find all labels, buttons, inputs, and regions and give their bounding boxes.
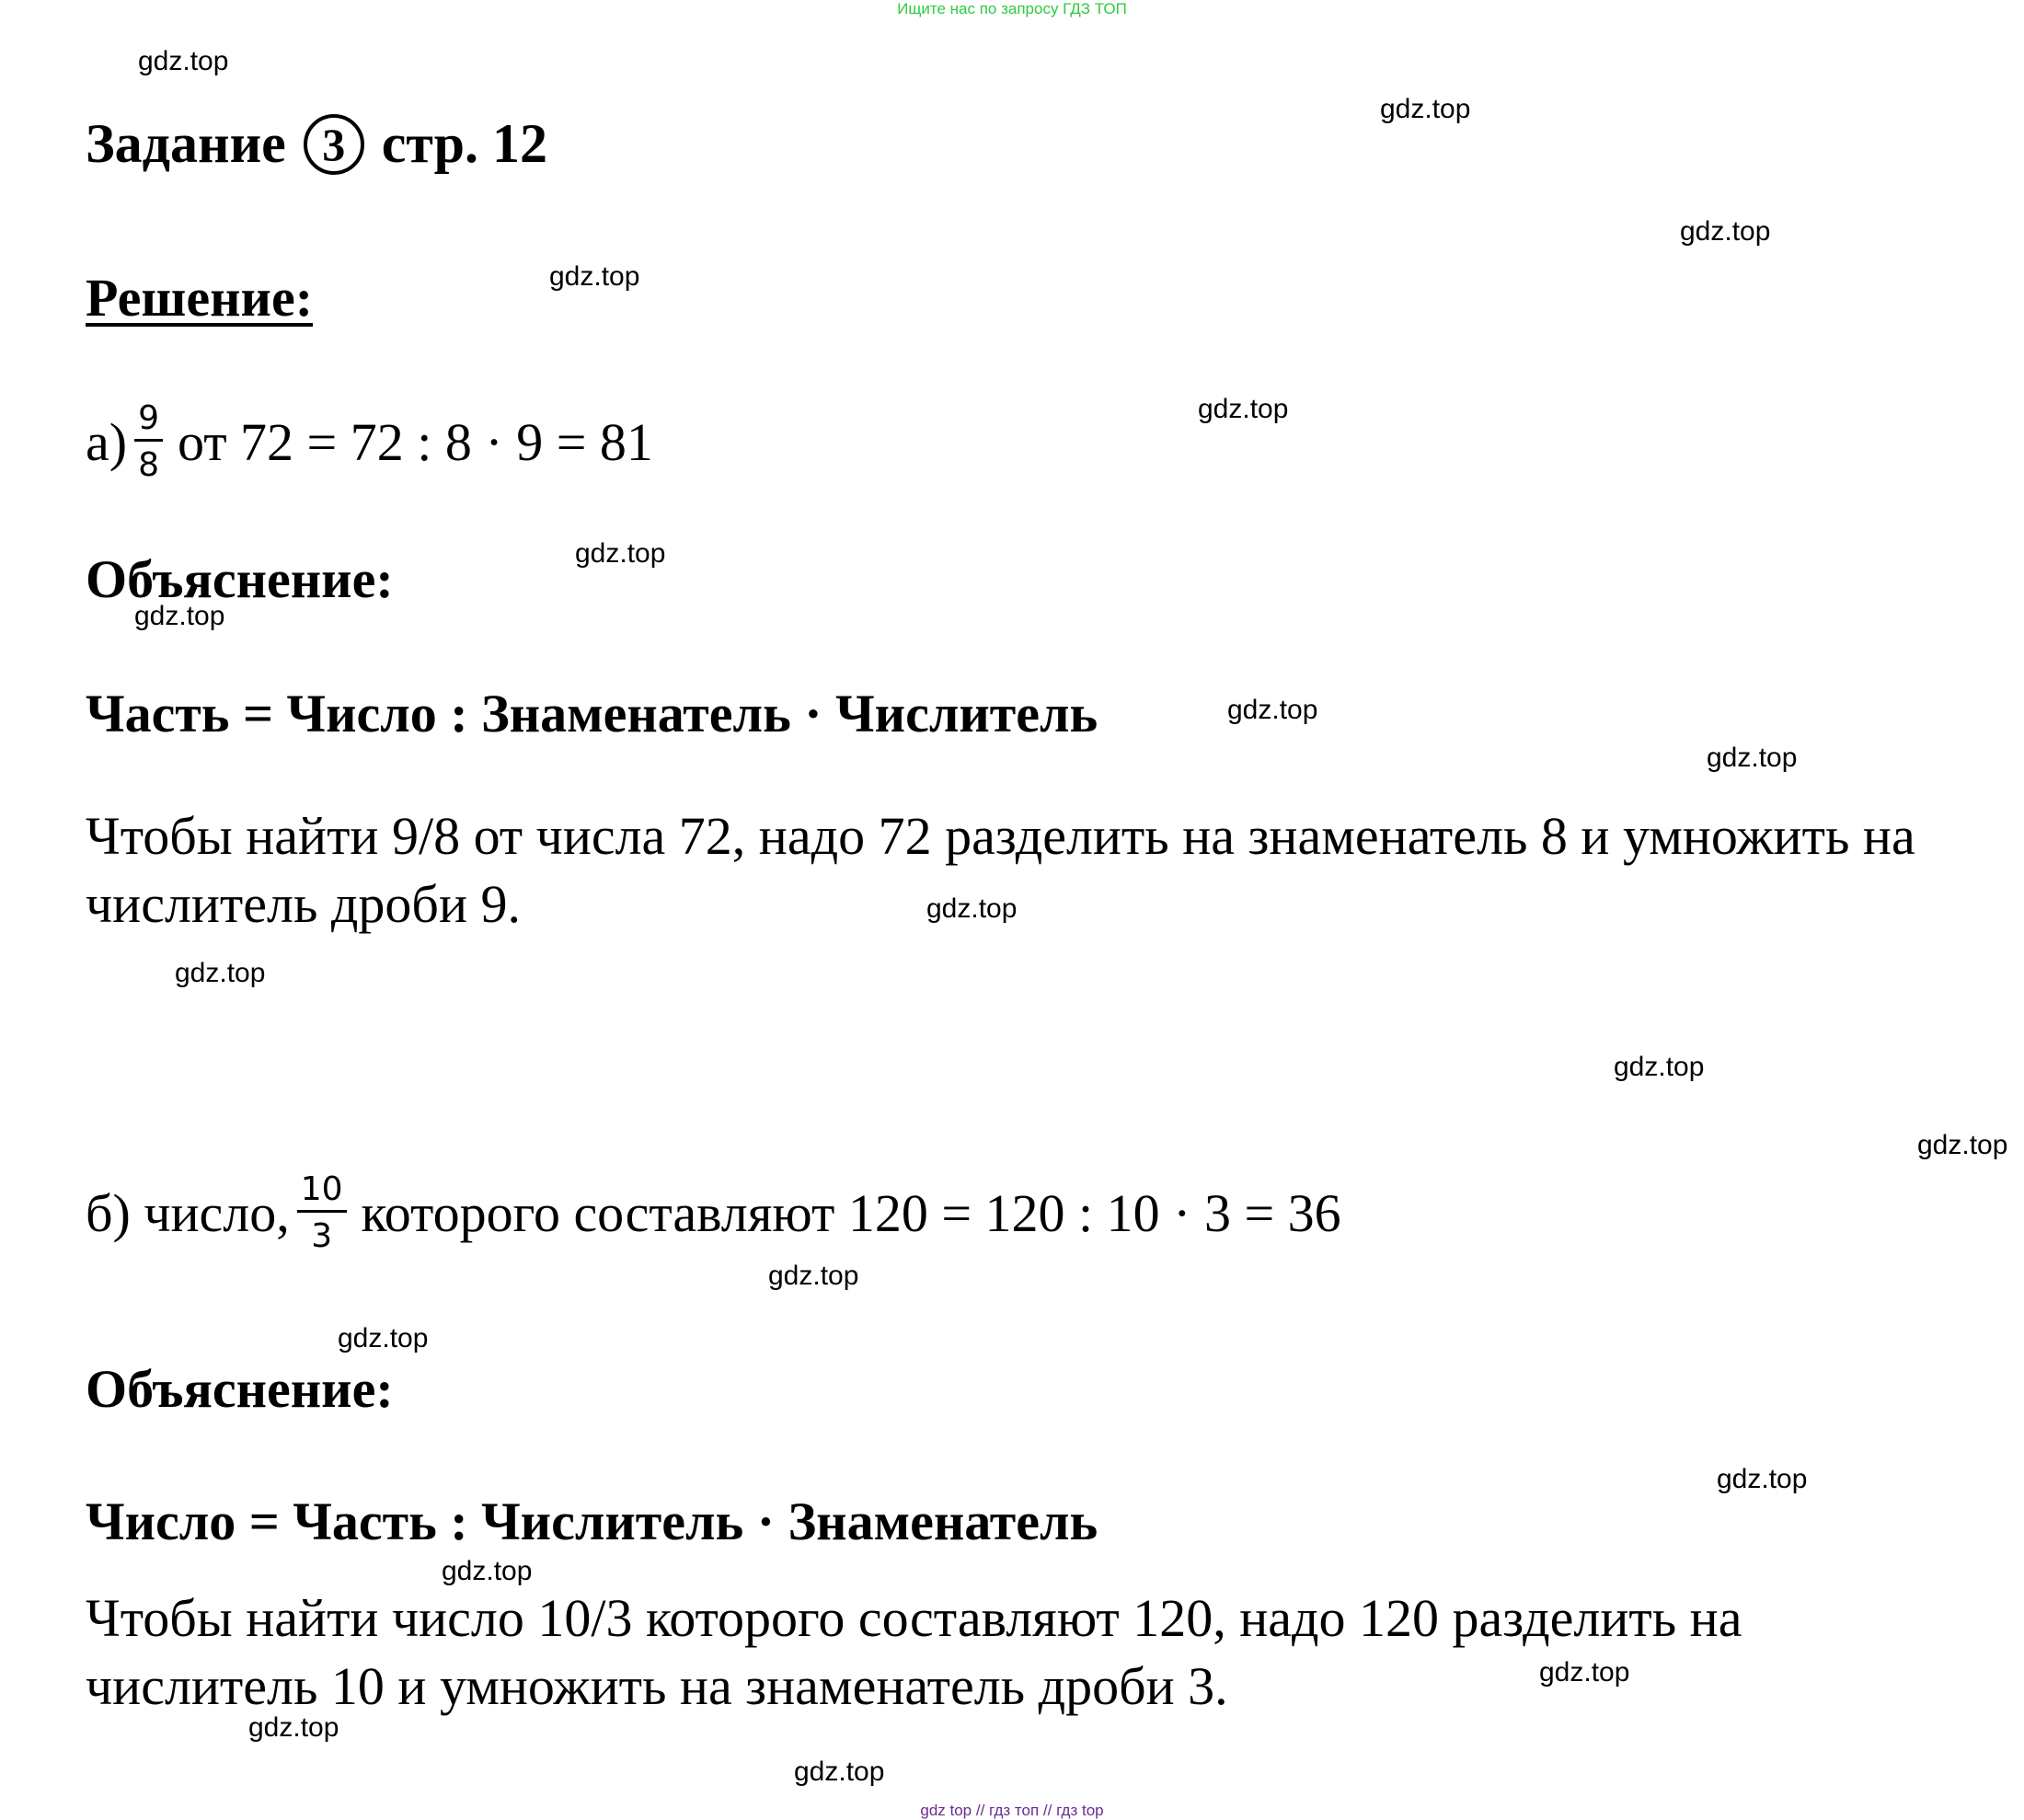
footer-links bbox=[0, 1802, 2024, 1820]
task-page: стр. 12 bbox=[381, 113, 548, 174]
watermark: gdz.top bbox=[138, 46, 229, 76]
watermark: gdz.top bbox=[1707, 743, 1798, 773]
part-b-rule: Число = Часть : Числитель · Знаменатель bbox=[86, 1492, 1098, 1551]
part-b-explanation-heading: Объяснение: bbox=[86, 1359, 394, 1419]
watermark: gdz.top bbox=[794, 1757, 885, 1787]
watermark: gdz.top bbox=[134, 601, 225, 631]
task-prefix: Задание bbox=[86, 113, 286, 174]
watermark: gdz.top bbox=[1614, 1052, 1705, 1082]
task-title bbox=[86, 112, 547, 179]
part-a-rule: Часть = Число : Знаменатель · Числитель bbox=[86, 684, 1098, 743]
part-a-fraction-denominator: 8 bbox=[138, 445, 159, 484]
watermark: gdz.top bbox=[248, 1712, 339, 1743]
part-a-explanation-heading: Объяснение: bbox=[86, 549, 394, 609]
watermark: gdz.top bbox=[575, 538, 666, 569]
part-a-label: а) bbox=[86, 411, 128, 472]
part-b-text-line-1: Чтобы найти число 10/3 которого составляют 120, надо 120 разделить на bbox=[86, 1588, 1742, 1648]
footer-link[interactable]: гдз top bbox=[1056, 1802, 1104, 1819]
part-b-label: б) число, bbox=[86, 1182, 290, 1243]
part-a-fraction-numerator: 9 bbox=[138, 398, 159, 437]
part-a-text-line-2: числитель дроби 9. bbox=[86, 874, 521, 934]
task-number-badge: 3 bbox=[304, 114, 364, 175]
watermark: gdz.top bbox=[1198, 394, 1289, 424]
watermark: gdz.top bbox=[1717, 1464, 1808, 1494]
part-a-fraction bbox=[134, 398, 163, 484]
watermark: gdz.top bbox=[442, 1556, 533, 1586]
watermark: gdz.top bbox=[1917, 1130, 2008, 1160]
footer-separator: // bbox=[975, 1802, 985, 1819]
part-b-formula bbox=[86, 1167, 1341, 1259]
watermark: gdz.top bbox=[1227, 695, 1318, 725]
watermark: gdz.top bbox=[1380, 94, 1471, 124]
watermark: gdz.top bbox=[768, 1261, 859, 1291]
part-a-text-line-1: Чтобы найти 9/8 от числа 72, надо 72 разделить на знаменатель 8 и умножить на bbox=[86, 806, 1915, 866]
part-b-text-line-2: числитель 10 и умножить на знаменатель дроби 3. bbox=[86, 1656, 1228, 1716]
part-b-fraction-numerator: 10 bbox=[300, 1169, 343, 1208]
part-a-expression: от 72 = 72 : 8 · 9 = 81 bbox=[177, 411, 653, 472]
part-b-fraction bbox=[297, 1169, 347, 1255]
part-b-expression: которого составляют 120 = 120 : 10 · 3 = 36 bbox=[361, 1182, 1341, 1243]
part-b-explanation-text bbox=[86, 1584, 1742, 1721]
watermark: gdz.top bbox=[175, 958, 266, 988]
watermark: gdz.top bbox=[1539, 1657, 1630, 1688]
part-a-formula bbox=[86, 396, 653, 488]
top-banner[interactable]: Ищите нас по запросу ГДЗ ТОП bbox=[897, 0, 1127, 17]
footer-separator: // bbox=[1042, 1802, 1052, 1819]
watermark: gdz.top bbox=[1680, 216, 1771, 247]
part-b-fraction-denominator: 3 bbox=[311, 1216, 333, 1255]
footer-link[interactable]: гдз топ bbox=[989, 1802, 1040, 1819]
watermark: gdz.top bbox=[926, 893, 1018, 924]
watermark: gdz.top bbox=[549, 261, 640, 292]
solution-heading: Решение: bbox=[86, 268, 314, 328]
footer-link[interactable]: gdz top bbox=[920, 1802, 972, 1819]
watermark: gdz.top bbox=[338, 1323, 429, 1353]
part-a-explanation-text bbox=[86, 802, 1915, 939]
